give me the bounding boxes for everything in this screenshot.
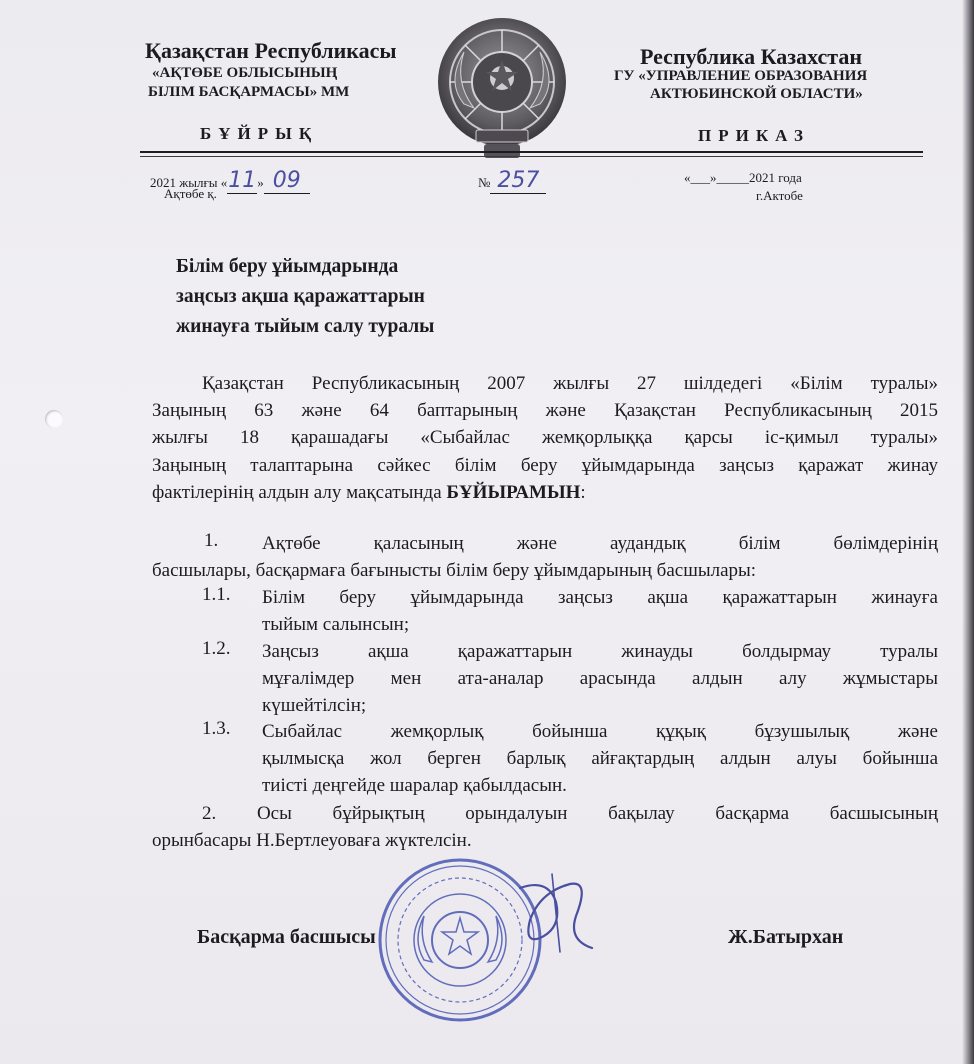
header-kz-org-line1: «АҚТӨБЕ ОБЛЫСЫНЫҢ xyxy=(152,65,338,81)
order-colon: : xyxy=(580,481,586,503)
subitem-1-1-num: 1.1. xyxy=(202,584,231,605)
order-title-line2: заңсыз ақша қаражаттарын xyxy=(176,286,425,307)
subitem-line: күшейтілсін; xyxy=(262,695,367,717)
punch-hole xyxy=(45,410,63,428)
order-word: БҰЙЫРАМЫН xyxy=(446,481,581,503)
item1-line1: Ақтөбе қаласының және аудандық білім бөлімдерінің xyxy=(262,533,938,554)
subitem-line: мұғалімдер мен ата-аналар арасында алдын алу жұмыстары xyxy=(262,668,938,690)
doc-number-prefix: № xyxy=(478,175,491,190)
subitem-line: Білім беру ұйымдарында заңсыз ақша қаражаттарын жинауға xyxy=(262,587,938,608)
subitem-1-2-num: 1.2. xyxy=(202,638,231,659)
item2 xyxy=(152,800,938,854)
header-ru-title: Республика Казахстан xyxy=(640,44,863,69)
preamble-line: Заңының 63 және 64 баптарының және Қазақстан Республикасының 2015 xyxy=(152,400,938,422)
item1-cont xyxy=(152,557,938,584)
item2-line1: 2. Осы бұйрықтың орындалуын бақылау басқарма басшысының xyxy=(202,803,938,824)
subitem-1-2 xyxy=(262,638,938,720)
preamble-last-line xyxy=(152,479,938,506)
subitem-1-3 xyxy=(262,718,938,800)
item2-line2: орынбасары Н.Бертлеуоваға жүктелсін. xyxy=(152,830,472,852)
header-kz-title: Қазақстан Республикасы xyxy=(145,38,397,63)
date-kz-day: 11 xyxy=(228,168,257,193)
subitem-line: Заңсыз ақша қаражаттарын жинауды болдырмау туралы xyxy=(262,641,938,662)
item1 xyxy=(262,530,938,557)
preamble-line: жылғы 18 қарашадағы «Сыбайлас жемқорлыққа қарсы іс-қимыл туралы» xyxy=(152,427,938,449)
item1-line2: басшылары, басқармаға бағынысты білім беру ұйымдарының басшылары: xyxy=(152,560,757,581)
header-kz-org-line2: БІЛІМ БАСҚАРМАСЫ» ММ xyxy=(148,84,350,100)
subitem-line: тыйым салынсын; xyxy=(262,614,410,636)
subitem-1-1 xyxy=(262,584,938,638)
date-kz-sep: » xyxy=(257,175,264,190)
header-rule xyxy=(140,151,923,153)
date-kz-month: 09 xyxy=(264,168,310,194)
header-ru-doc-type: ПРИКАЗ xyxy=(698,126,810,145)
date-ru: «___»_____2021 года xyxy=(684,170,802,185)
doc-number-value: 257 xyxy=(490,168,546,194)
signature-name: Ж.Батырхан xyxy=(728,926,844,948)
header-kz-doc-type: БҰЙРЫҚ xyxy=(200,124,319,143)
subitem-line: қылмысқа жол берген барлық айғақтардың алдын алуы бойынша xyxy=(262,748,938,770)
page-edge-shadow xyxy=(962,0,974,1064)
handwritten-signature xyxy=(500,868,610,958)
doc-number xyxy=(478,168,546,194)
city-kz: Ақтөбе қ. xyxy=(164,186,217,201)
header-rule-thin xyxy=(140,156,923,157)
preamble-line: Қазақстан Республикасының 2007 жылғы 27 шілдедегі «Білім туралы» xyxy=(202,373,938,394)
signature-title: Басқарма басшысы xyxy=(197,926,376,948)
preamble xyxy=(152,370,938,506)
header-ru-org-line2: АКТЮБИНСКОЙ ОБЛАСТИ» xyxy=(650,86,863,102)
order-title-line1: Білім беру ұйымдарында xyxy=(176,256,399,277)
city-ru: г.Актобе xyxy=(756,188,803,203)
order-title-line3: жинауға тыйым салу туралы xyxy=(176,316,435,337)
item1-num: 1. xyxy=(204,530,219,551)
header-ru-org-line1: ГУ «УПРАВЛЕНИЕ ОБРАЗОВАНИЯ xyxy=(614,68,868,84)
state-emblem xyxy=(434,12,570,164)
subitem-line: Сыбайлас жемқорлық бойынша құқық бұзушылық және xyxy=(262,721,938,742)
preamble-line: Заңының талаптарына сәйкес білім беру ұйымдарында заңсыз қаражат жинау xyxy=(152,454,938,476)
date-kz-year: 2021 жылғы « xyxy=(150,175,228,190)
order-title xyxy=(176,252,434,342)
subitem-line: тиісті деңгейде шаралар қабылдасын. xyxy=(262,775,567,797)
preamble-last-text: фактілерінің алдын алу мақсатында xyxy=(152,481,447,503)
subitem-1-3-num: 1.3. xyxy=(202,718,231,739)
